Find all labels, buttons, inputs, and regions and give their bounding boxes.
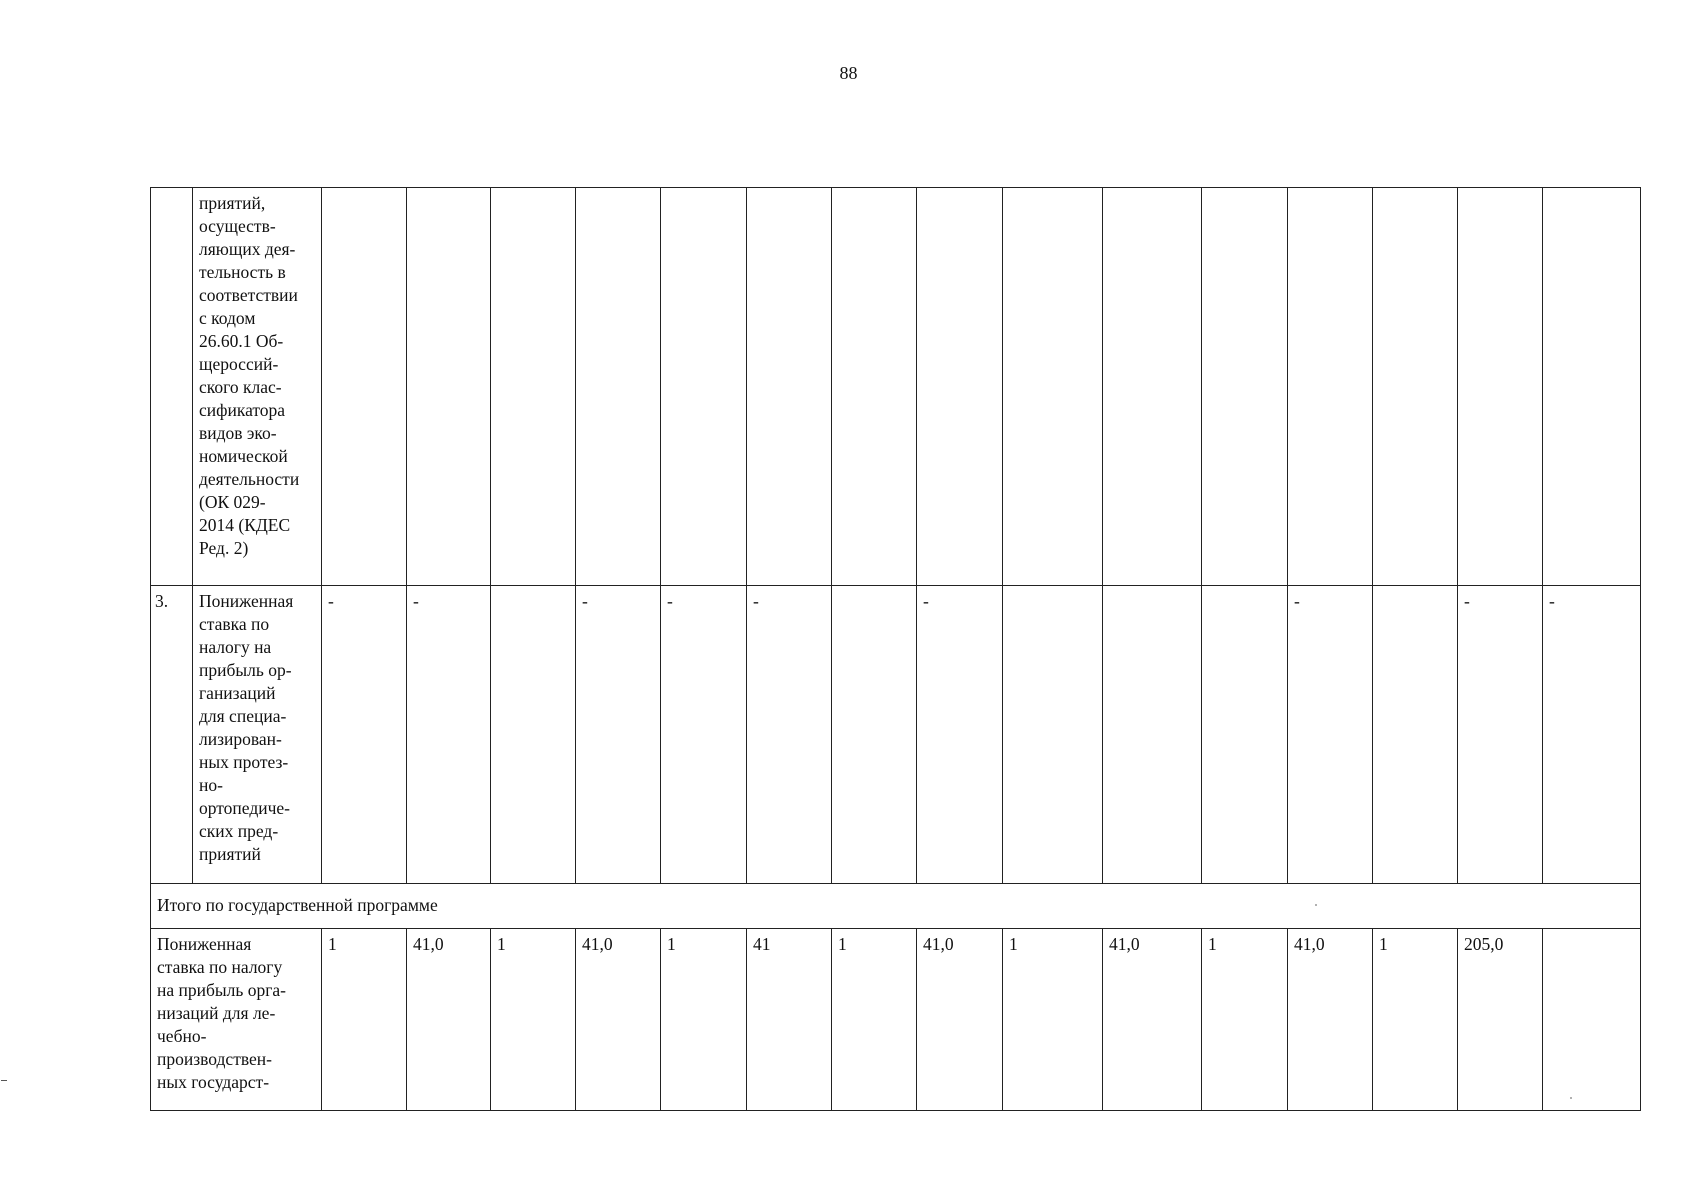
scan-margin-mark [1,1080,7,1081]
row-number-cell [151,188,193,586]
page-number: 88 [839,63,858,83]
data-cell: 1 [1373,929,1458,1111]
data-cell: - [576,586,661,884]
data-cell [491,586,576,884]
data-cell: 205,0 [1458,929,1543,1111]
description-cell [151,929,322,1111]
data-cell: 1 [491,929,576,1111]
data-cell [1288,188,1373,586]
data-cell [1003,586,1103,884]
data-cell: 1 [832,929,917,1111]
table-row [151,884,1641,929]
data-cell: 1 [1202,929,1288,1111]
data-cell [1373,586,1458,884]
data-cell [832,586,917,884]
description-cell [193,188,322,586]
data-cell: - [917,586,1003,884]
data-cell: - [747,586,832,884]
description-text: Пониженная ставка по налогу на прибыль орга- низаций для ле- чебно- производствен- ных государст- [157,934,287,1092]
data-cell [1003,188,1103,586]
data-cell: - [1288,586,1373,884]
data-cell: - [1458,586,1543,884]
tax-expenditure-table [150,187,1641,1111]
data-cell [1103,188,1202,586]
data-cell: 41,0 [576,929,661,1111]
table-row [151,929,1641,1111]
description-text: Пониженная ставка по налогу на прибыль ор- ганизаций для специа- лизирован- ных протез- но- ортопедиче- ских пред- приятий [199,591,294,864]
data-cell [576,188,661,586]
data-cell [832,188,917,586]
data-cell [1202,586,1288,884]
data-cell [747,188,832,586]
description-cell [193,586,322,884]
data-cell [1543,929,1641,1111]
data-cell [322,188,407,586]
data-cell [407,188,491,586]
data-cell [917,188,1003,586]
data-cell: - [1543,586,1641,884]
data-cell [1458,188,1543,586]
data-cell: 1 [661,929,747,1111]
data-cell: 1 [322,929,407,1111]
data-cell [661,188,747,586]
data-cell: - [661,586,747,884]
data-cell: 41,0 [917,929,1003,1111]
data-cell: - [322,586,407,884]
data-cell [1543,188,1641,586]
data-cell [491,188,576,586]
data-cell: - [407,586,491,884]
data-cell: 41,0 [1288,929,1373,1111]
table-row [151,188,1641,586]
description-text: приятий, осуществ- ляющих дея- тельность в соответствии с кодом 26.60.1 Об- щероссий- ского клас- сификатора видов эко- номической деятельности (ОК 029- 2014 (КДЕС Ред. 2) [199,193,300,558]
table-row [151,586,1641,884]
data-cell: 41,0 [1103,929,1202,1111]
data-cell: 41,0 [407,929,491,1111]
data-cell [1373,188,1458,586]
itogo-label: Итого по государственной программе [151,884,1641,929]
scan-speck [1315,904,1317,906]
data-cell [1202,188,1288,586]
data-cell: 1 [1003,929,1103,1111]
data-cell: 41 [747,929,832,1111]
data-cell [1103,586,1202,884]
row-number-cell: 3. [151,586,193,884]
scan-speck [1570,1097,1572,1099]
